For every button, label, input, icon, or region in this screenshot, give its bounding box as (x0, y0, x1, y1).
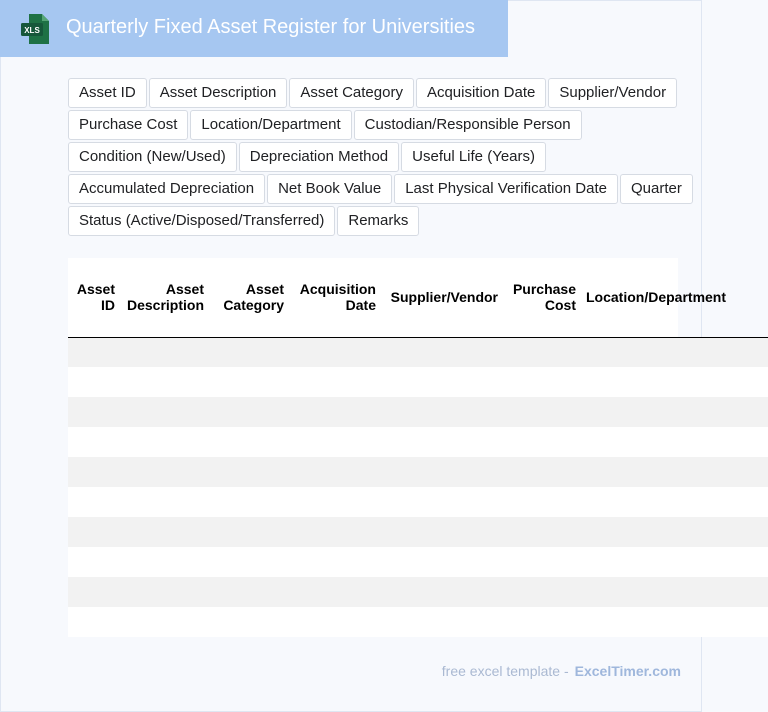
table-cell[interactable] (582, 487, 768, 517)
table-cell[interactable] (504, 337, 582, 367)
table-row (68, 427, 768, 457)
table-cell[interactable] (210, 487, 290, 517)
title-banner (0, 0, 508, 57)
table-cell[interactable] (210, 517, 290, 547)
field-chip: Quarter (620, 174, 693, 204)
register-table (68, 258, 727, 637)
table-cell[interactable] (210, 607, 290, 637)
table-cell[interactable] (210, 457, 290, 487)
field-chip: Asset Description (149, 78, 288, 108)
field-chip: Supplier/Vendor (548, 78, 677, 108)
table-row (68, 397, 768, 427)
table-cell[interactable] (290, 427, 382, 457)
field-chip: Last Physical Verification Date (394, 174, 618, 204)
field-chip: Remarks (337, 206, 419, 236)
table-cell[interactable] (121, 457, 210, 487)
table-cell[interactable] (504, 397, 582, 427)
table-row (68, 517, 768, 547)
table-row (68, 577, 768, 607)
table-cell[interactable] (504, 577, 582, 607)
field-chip: Location/Department (190, 110, 351, 140)
table-cell[interactable] (582, 367, 768, 397)
table-row (68, 487, 768, 517)
table-cell[interactable] (290, 517, 382, 547)
table-cell[interactable] (290, 547, 382, 577)
table-cell[interactable] (382, 397, 504, 427)
table-cell[interactable] (504, 517, 582, 547)
table-cell[interactable] (68, 457, 121, 487)
table-cell[interactable] (68, 487, 121, 517)
footer (442, 663, 681, 679)
xls-icon-label: XLS (24, 26, 40, 35)
field-chip: Depreciation Method (239, 142, 399, 172)
table-cell[interactable] (504, 457, 582, 487)
table-cell[interactable] (68, 427, 121, 457)
column-header: Asset Description (121, 258, 210, 337)
table-cell[interactable] (121, 427, 210, 457)
field-chip: Purchase Cost (68, 110, 188, 140)
table-cell[interactable] (504, 547, 582, 577)
table-cell[interactable] (68, 607, 121, 637)
table-cell[interactable] (290, 397, 382, 427)
table-cell[interactable] (582, 547, 768, 577)
field-chip: Useful Life (Years) (401, 142, 546, 172)
table-cell[interactable] (290, 487, 382, 517)
field-chip: Asset ID (68, 78, 147, 108)
table-cell[interactable] (68, 367, 121, 397)
table-cell[interactable] (382, 607, 504, 637)
field-chip: Status (Active/Disposed/Transferred) (68, 206, 335, 236)
table-cell[interactable] (504, 487, 582, 517)
table-cell[interactable] (68, 577, 121, 607)
table-cell[interactable] (582, 457, 768, 487)
table-cell[interactable] (290, 367, 382, 397)
table-cell[interactable] (382, 517, 504, 547)
table-cell[interactable] (582, 427, 768, 457)
table-cell[interactable] (290, 577, 382, 607)
table-row (68, 367, 768, 397)
table-cell[interactable] (121, 607, 210, 637)
table-cell[interactable] (504, 367, 582, 397)
table-cell[interactable] (121, 547, 210, 577)
table-row (68, 607, 768, 637)
table-cell[interactable] (382, 577, 504, 607)
table-body (68, 337, 768, 637)
table-row (68, 457, 768, 487)
table-cell[interactable] (121, 397, 210, 427)
column-header: Asset Category (210, 258, 290, 337)
table-cell[interactable] (210, 577, 290, 607)
footer-text: free excel template - (441, 663, 569, 679)
field-chip: Custodian/Responsible Person (354, 110, 582, 140)
table-cell[interactable] (210, 367, 290, 397)
table-cell[interactable] (290, 457, 382, 487)
table-cell[interactable] (210, 397, 290, 427)
page-title: Quarterly Fixed Asset Register for Universities (66, 16, 476, 38)
table-cell[interactable] (121, 337, 210, 367)
table-cell[interactable] (582, 337, 768, 367)
field-chip: Condition (New/Used) (68, 142, 237, 172)
table-cell[interactable] (382, 367, 504, 397)
table-row (68, 337, 768, 367)
table-cell[interactable] (582, 607, 768, 637)
table-cell[interactable] (382, 547, 504, 577)
table-cell[interactable] (68, 517, 121, 547)
column-header: Supplier/Vendor (382, 258, 504, 337)
table-cell[interactable] (68, 397, 121, 427)
field-chip: Accumulated Depreciation (68, 174, 265, 204)
table-cell[interactable] (504, 427, 582, 457)
table-header-row (68, 258, 768, 337)
field-chip: Acquisition Date (416, 78, 546, 108)
table-cell[interactable] (121, 487, 210, 517)
table-cell[interactable] (121, 367, 210, 397)
footer-brand-link[interactable]: ExcelTimer.com (574, 663, 681, 679)
table-cell[interactable] (210, 337, 290, 367)
table-cell[interactable] (382, 487, 504, 517)
table-cell[interactable] (210, 427, 290, 457)
column-header: Location/Department (582, 258, 768, 337)
table-cell[interactable] (582, 577, 768, 607)
field-chip-list (68, 78, 698, 236)
table-cell[interactable] (68, 547, 121, 577)
table-cell[interactable] (290, 337, 382, 367)
table-cell[interactable] (582, 517, 768, 547)
column-header: Asset ID (68, 258, 121, 337)
xls-file-icon (20, 13, 50, 45)
table-cell[interactable] (121, 517, 210, 547)
table-row (68, 547, 768, 577)
column-header: Acquisition Date (290, 258, 382, 337)
table-cell[interactable] (121, 577, 210, 607)
column-header: Purchase Cost (504, 258, 582, 337)
field-chip: Net Book Value (267, 174, 392, 204)
field-chip: Asset Category (289, 78, 414, 108)
table-cell[interactable] (68, 337, 121, 367)
table-cell[interactable] (582, 397, 768, 427)
table-cell[interactable] (382, 337, 504, 367)
table-cell[interactable] (382, 427, 504, 457)
table-cell[interactable] (210, 547, 290, 577)
table-cell[interactable] (290, 607, 382, 637)
table-cell[interactable] (382, 457, 504, 487)
table-cell[interactable] (504, 607, 582, 637)
